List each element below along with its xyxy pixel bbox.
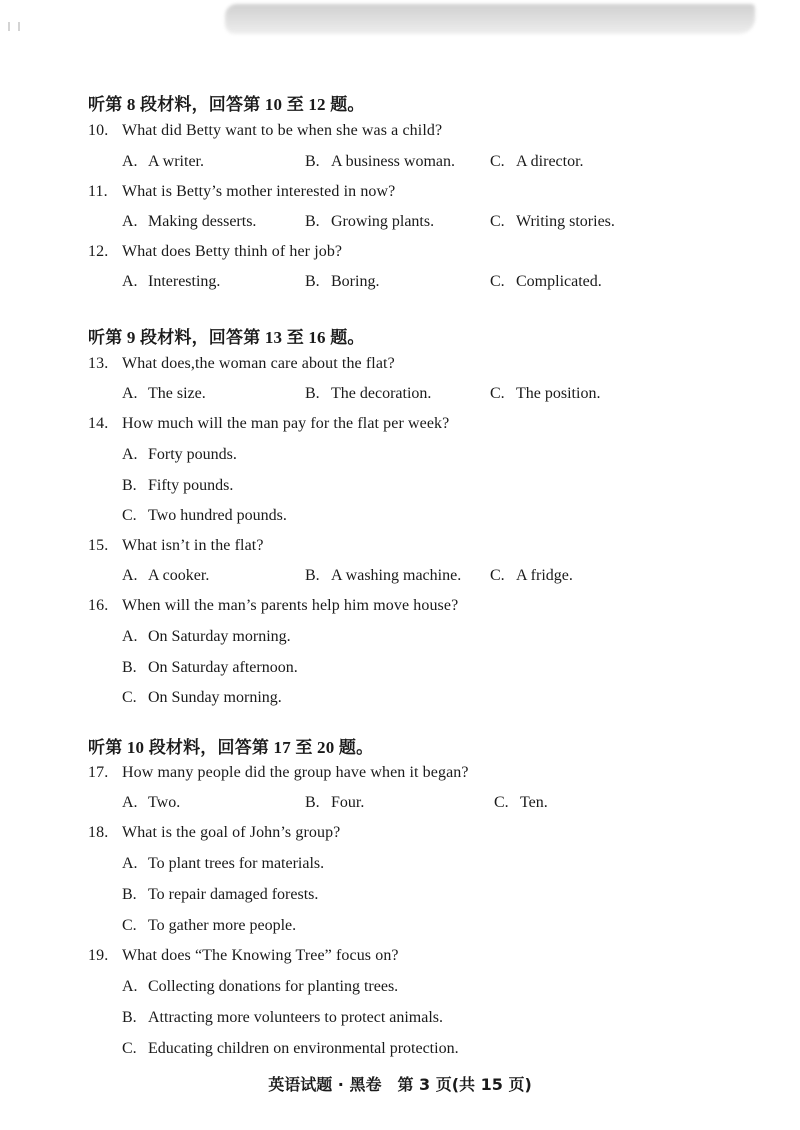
option-text: A fridge.	[516, 567, 573, 584]
option-c	[490, 385, 600, 403]
option-text: To plant trees for materials.	[148, 855, 325, 872]
option-text: The size.	[148, 385, 206, 402]
option-label: C.	[490, 213, 505, 230]
question-number: 19.	[88, 947, 109, 964]
option-text: To gather more people.	[148, 917, 297, 934]
page-footer: 英语试题 · 黑卷 第 3 页(共 15 页)	[268, 1075, 532, 1094]
question-text: What isn’t in the flat?	[122, 537, 264, 554]
option-text: Complicated.	[516, 273, 602, 290]
scan-mark	[8, 22, 20, 31]
option-text: Making desserts.	[148, 213, 257, 230]
option-b	[122, 477, 233, 495]
option-text: Forty pounds.	[148, 446, 237, 463]
question-number: 13.	[88, 355, 109, 372]
question-number: 14.	[88, 415, 109, 432]
option-label: B.	[122, 659, 137, 676]
option-label: A.	[122, 567, 138, 584]
option-text: The decoration.	[331, 385, 432, 402]
question-text: What is Betty’s mother interested in now?	[122, 183, 396, 200]
option-text: Attracting more volunteers to protect animals.	[148, 1009, 444, 1026]
question-11	[88, 183, 395, 201]
option-c	[490, 273, 602, 291]
question-text: How many people did the group have when it began?	[122, 764, 469, 781]
option-a	[122, 855, 324, 873]
option-label: C.	[490, 385, 505, 402]
option-label: B.	[305, 567, 320, 584]
option-text: A washing machine.	[331, 567, 462, 584]
option-text: Collecting donations for planting trees.	[148, 978, 399, 995]
option-label: A.	[122, 794, 138, 811]
option-label: C.	[122, 689, 137, 706]
option-label: A.	[122, 385, 138, 402]
question-number: 16.	[88, 597, 109, 614]
question-number: 12.	[88, 243, 109, 260]
option-label: A.	[122, 446, 138, 463]
option-b	[305, 273, 379, 291]
option-a	[122, 794, 180, 812]
option-text: Fifty pounds.	[148, 477, 234, 494]
option-text: The position.	[516, 385, 601, 402]
option-label: B.	[122, 477, 137, 494]
option-label: B.	[305, 213, 320, 230]
option-text: Ten.	[520, 794, 548, 811]
question-17	[88, 764, 469, 782]
question-text: What does,the woman care about the flat?	[122, 355, 395, 372]
option-text: Two hundred pounds.	[148, 507, 287, 524]
option-c	[122, 507, 287, 525]
option-text: On Saturday afternoon.	[148, 659, 298, 676]
question-number: 10.	[88, 122, 109, 139]
question-text: How much will the man pay for the flat per week?	[122, 415, 450, 432]
option-label: A.	[122, 855, 138, 872]
option-label: C.	[494, 794, 509, 811]
option-b	[305, 153, 455, 171]
question-15	[88, 537, 264, 555]
option-c	[494, 794, 548, 812]
question-text: When will the man’s parents help him move house?	[122, 597, 459, 614]
question-text: What did Betty want to be when she was a child?	[122, 122, 443, 139]
question-19	[88, 947, 399, 965]
option-text: To repair damaged forests.	[148, 886, 319, 903]
option-label: B.	[122, 886, 137, 903]
option-label: A.	[122, 273, 138, 290]
option-label: B.	[305, 153, 320, 170]
option-text: Interesting.	[148, 273, 221, 290]
option-text: A director.	[516, 153, 584, 170]
option-label: C.	[122, 507, 137, 524]
option-label: A.	[122, 628, 138, 645]
option-text: Growing plants.	[331, 213, 435, 230]
option-b	[122, 886, 318, 904]
option-b	[305, 385, 431, 403]
option-c	[122, 1040, 459, 1058]
option-label: C.	[490, 567, 505, 584]
option-c	[490, 213, 615, 231]
option-text: Two.	[148, 794, 181, 811]
option-label: C.	[122, 1040, 137, 1057]
option-a	[122, 273, 220, 291]
section-heading: 听第 10 段材料，回答第 17 至 20 题。	[88, 738, 374, 757]
option-text: A cooker.	[148, 567, 210, 584]
option-label: C.	[490, 273, 505, 290]
question-number: 11.	[88, 183, 108, 200]
option-b	[122, 1009, 443, 1027]
question-14	[88, 415, 449, 433]
option-text: Educating children on environmental protection.	[148, 1040, 459, 1057]
option-label: A.	[122, 153, 138, 170]
option-a	[122, 446, 237, 464]
option-c	[490, 153, 584, 171]
question-number: 18.	[88, 824, 109, 841]
option-text: Four.	[331, 794, 365, 811]
option-c	[122, 689, 282, 707]
option-a	[122, 567, 209, 585]
question-text: What does “The Knowing Tree” focus on?	[122, 947, 399, 964]
option-text: A business woman.	[331, 153, 455, 170]
option-text: On Saturday morning.	[148, 628, 291, 645]
option-b	[122, 659, 298, 677]
option-b	[305, 213, 434, 231]
question-text: What is the goal of John’s group?	[122, 824, 341, 841]
option-a	[122, 978, 398, 996]
section-heading: 听第 9 段材料，回答第 13 至 16 题。	[88, 328, 365, 347]
option-label: A.	[122, 978, 138, 995]
option-a	[122, 153, 204, 171]
question-text: What does Betty thinh of her job?	[122, 243, 343, 260]
section-heading: 听第 8 段材料，回答第 10 至 12 题。	[88, 95, 365, 114]
scan-smudge	[225, 4, 755, 34]
option-label: B.	[305, 273, 320, 290]
option-a	[122, 385, 206, 403]
question-number: 15.	[88, 537, 109, 554]
option-label: A.	[122, 213, 138, 230]
option-text: On Sunday morning.	[148, 689, 282, 706]
question-10	[88, 122, 442, 140]
option-a	[122, 213, 256, 231]
option-b	[305, 567, 461, 585]
question-16	[88, 597, 458, 615]
option-label: B.	[122, 1009, 137, 1026]
option-c	[490, 567, 573, 585]
question-18	[88, 824, 340, 842]
option-text: Writing stories.	[516, 213, 615, 230]
option-text: A writer.	[148, 153, 204, 170]
option-b	[305, 794, 364, 812]
option-c	[122, 917, 296, 935]
option-text: Boring.	[331, 273, 380, 290]
option-label: B.	[305, 385, 320, 402]
question-number: 17.	[88, 764, 109, 781]
question-12	[88, 243, 342, 261]
option-label: B.	[305, 794, 320, 811]
option-a	[122, 628, 291, 646]
option-label: C.	[122, 917, 137, 934]
question-13	[88, 355, 395, 373]
option-label: C.	[490, 153, 505, 170]
